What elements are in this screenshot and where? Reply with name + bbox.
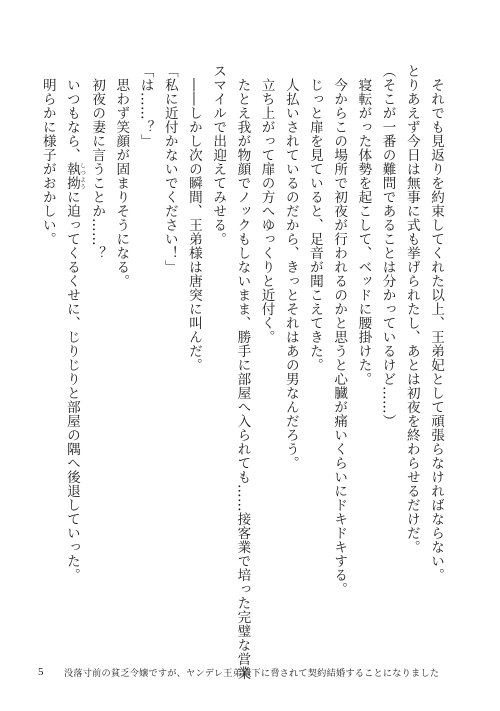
text-line: たとえ我が物顔でノックもしないまま、勝手に部屋へ入られても……接客業で培った完璧な営業: [234, 77, 251, 680]
page-number: 5: [38, 666, 44, 678]
page-footer: [38, 662, 478, 682]
text-line: 「私に近付かないでください！」: [161, 64, 178, 274]
text-line: 明らかに様子がおかしい。: [39, 77, 56, 246]
text-line: 今からこの場所で初夜が行われるのかと思うと心臓が痛いくらいにドキドキする。: [331, 77, 348, 596]
text-line: （そこが一番の難問であることは分かっているけど……）: [379, 64, 396, 428]
text-line: 人払いされているのだから、きっとそれはあの男なんだろう。: [282, 77, 299, 470]
text-line: ――しかし次の瞬間、王弟様は唐突に叫んだ。: [185, 77, 202, 372]
ruby-annotation: 執拗しつよう: [63, 161, 86, 190]
ruby-reading: しつよう: [78, 161, 86, 190]
text-line: 立ち上がって扉の方へゆっくりと近付く。: [258, 77, 275, 344]
text-line: スマイルで出迎えてみせる。: [210, 64, 227, 246]
text-line: 寝転がった体勢を起こして、ベッドに腰掛けた。: [355, 77, 372, 386]
text-line: とりあえず今日は無事に式も挙げられたし、あとは初夜を終わらせるだけだ。: [403, 64, 420, 554]
text-line: じっと扉を見ていると、足音が聞こえてきた。: [306, 77, 323, 372]
running-title: 没落寸前の貧乏令嬢ですが、ヤンデレ王弟殿下に脅されて契約結婚することになりました: [64, 668, 440, 679]
text-line: 思わず笑顔が固まりそうになる。: [113, 77, 130, 288]
text-line: それでも見返りを約束してくれた以上、王弟妃として頑張らなければならない。: [428, 77, 444, 582]
text-line: いつもなら、執拗しつように迫ってくるくせに、じりじりと部屋の隅へ後退していった。: [63, 77, 86, 582]
text-line: 初夜の妻に言うことか……？: [89, 77, 106, 260]
text-line: 「は……？」: [137, 64, 154, 148]
